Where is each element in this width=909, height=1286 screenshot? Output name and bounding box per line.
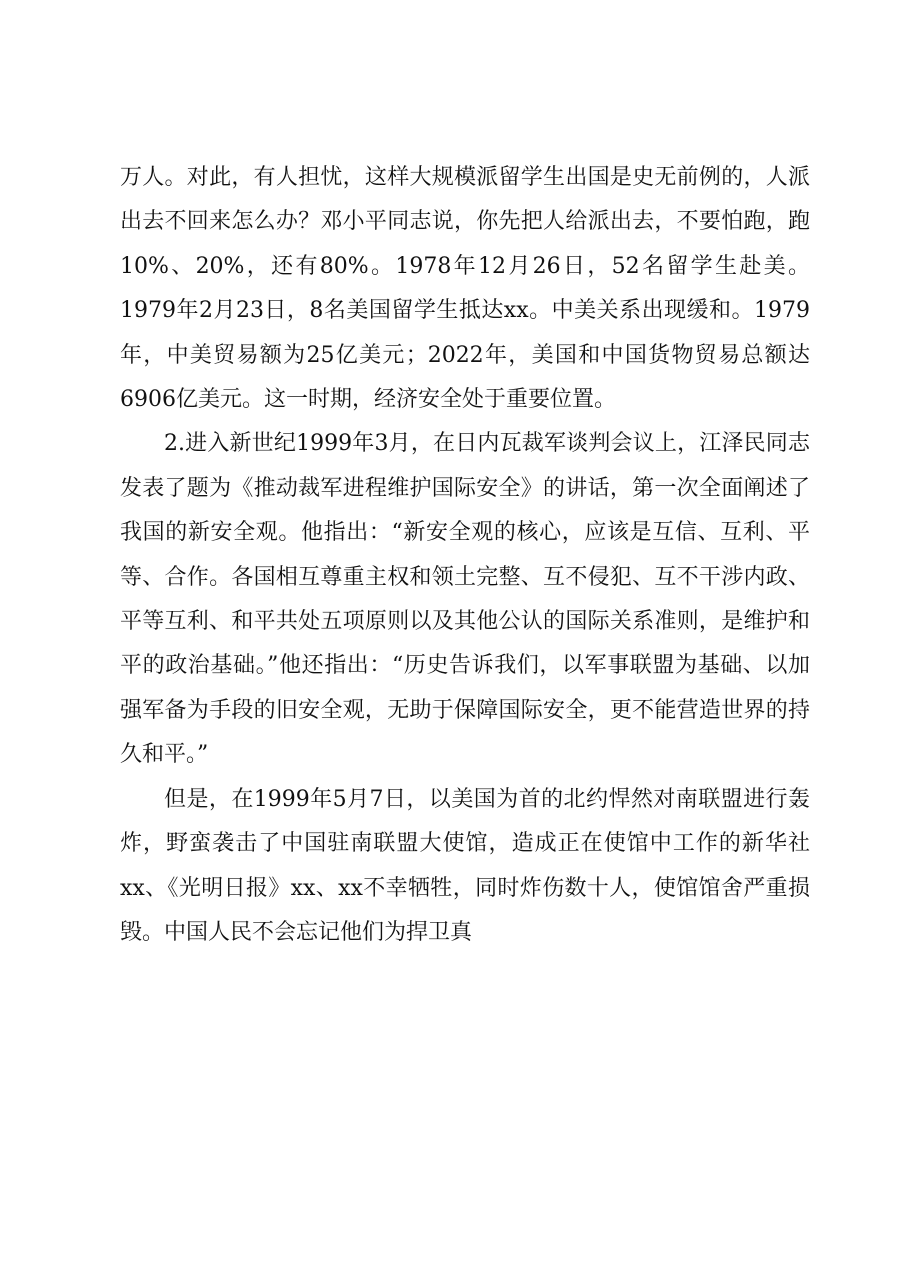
document-body bbox=[120, 156, 810, 955]
paragraph-1: 万人。对此，有人担忧，这样大规模派留学生出国是史无前例的，人派出去不回来怎么办？邓小平同志说，你先把人给派出去，不要怕跑，跑10%、20%，还有80%。1978年12月26日，52名留学生赴美。1979年2月23日，8名美国留学生抵达xx。中美关系出现缓和。1979年，中美贸易额为25亿美元；2022年，美国和中国货物贸易总额达6906亿美元。这一时期，经济安全处于重要位置。 bbox=[120, 165, 810, 413]
paragraph-3: 但是，在1999年5月7日，以美国为首的北约悍然对南联盟进行轰炸，野蛮袭击了中国驻南联盟大使馆，造成正在使馆中工作的新华社xx、《光明日报》xx、xx不幸牺牲，同时炸伤数十人，使馆馆舍严重损毁。中国人民不会忘记他们为捍卫真 bbox=[120, 786, 810, 945]
paragraph-2: 2.进入新世纪1999年3月，在日内瓦裁军谈判会议上，江泽民同志发表了题为《推动裁军进程维护国际安全》的讲话，第一次全面阐述了我国的新安全观。他指出：“新安全观的核心，应该是互信、互利、平等、合作。各国相互尊重主权和领土完整、互不侵犯、互不干涉内政、平等互利、和平共处五项原则以及其他公认的国际关系准则，是维护和平的政治基础。”他还指出：“历史告诉我们，以军事联盟为基础、以加强军备为手段的旧安全观，无助于保障国际安全，更不能营造世界的持久和平。” bbox=[120, 431, 810, 768]
